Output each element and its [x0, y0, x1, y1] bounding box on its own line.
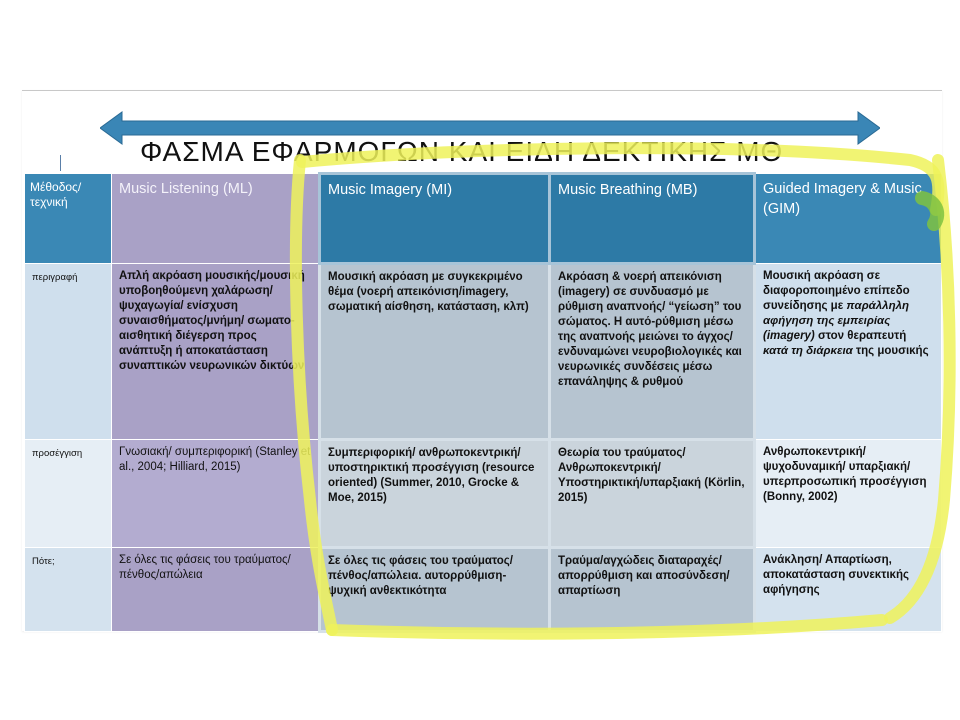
- column-header-gim: Guided Imagery & Music (GIM): [755, 174, 942, 264]
- column-header-mi: Music Imagery (MI): [320, 174, 550, 264]
- cell-mb-approach: Θεωρία του τραύματος/ Ανθρωποκεντρική/ Υποστηρικτική/υπαρξιακή (Körlin, 2015): [550, 440, 755, 548]
- cell-gim-description: [755, 264, 942, 440]
- cell-ml-description: Απλή ακρόαση μουσικής/μουσική υποβοηθούμενη χαλάρωση/ψυχαγωγία/ ενίσχυση συναισθήματος/μνήμη/ σωματο-αισθητική διέγερση προς ανάπτυξη ή αποκατάσταση συναπτικών νευρωνικών δικτύων: [112, 264, 320, 440]
- cell-ml-approach: Γνωσιακή/ συμπεριφορική (Stanley et al., 2004; Hilliard, 2015): [112, 440, 320, 548]
- corner-label: Μέθοδος/ τεχνική: [25, 174, 112, 264]
- text-cursor-mark: [60, 155, 61, 171]
- methods-table: [24, 172, 942, 633]
- table-row-when: [25, 548, 942, 632]
- slide-title: ΦΑΣΜΑ ΕΦΑΡΜΟΓΩΝ ΚΑΙ ΕΙΔΗ ΔΕΚΤΙΚΗΣ ΜΘ: [140, 136, 784, 167]
- header-row: [25, 174, 942, 264]
- gim-desc-part-5: της μουσικής: [852, 345, 929, 357]
- cell-mi-description: Μουσική ακρόαση με συγκεκριμένο θέμα (νοερή απεικόνιση/imagery, σωματική αίσθηση, κατάσταση, κλπ): [320, 264, 550, 440]
- row-label-description: περιγραφή: [25, 264, 112, 440]
- table-row-approach: [25, 440, 942, 548]
- gim-desc-part-2: παράλληλη αφήγηση της εμπειρίας (imagery): [763, 300, 910, 342]
- column-header-ml: Music Listening (ML): [112, 174, 320, 264]
- gim-desc-part-4: κατά τη διάρκεια: [763, 345, 853, 357]
- gim-desc-part-1: Μουσική ακρόαση σε διαφοροποιημένο επίπεδο συνείδησης με: [763, 270, 910, 312]
- cell-mb-when: Τραύμα/αγχώδεις διαταραχές/απορρύθμιση και αποσύνδεση/απαρτίωση: [550, 548, 755, 632]
- column-header-mb: Music Breathing (MB): [550, 174, 755, 264]
- gim-desc-part-3: στον θεραπευτή: [814, 330, 907, 342]
- table-row-description: [25, 264, 942, 440]
- cell-ml-when: Σε όλες τις φάσεις του τραύματος/πένθος/απώλεια: [112, 548, 320, 632]
- cell-gim-when: Ανάκληση/ Απαρτίωση, αποκατάσταση συνεκτικής αφήγησης: [755, 548, 942, 632]
- cell-mi-when: Σε όλες τις φάσεις του τραύματος/πένθος/απώλεια. αυτορρύθμιση-ψυχική ανθεκτικότητα: [320, 548, 550, 632]
- cell-mi-approach: Συμπεριφορική/ ανθρωποκεντρική/ υποστηρικτική προσέγγιση (resource oriented) (Summer, 2010, Grocke & Moe, 2015): [320, 440, 550, 548]
- cell-gim-approach: Ανθρωποκεντρική/ ψυχοδυναμική/ υπαρξιακή/ υπερπροσωπική προσέγγιση (Bonny, 2002): [755, 440, 942, 548]
- cell-mb-description: Ακρόαση & νοερή απεικόνιση (imagery) σε συνδυασμό με ρύθμιση αναπνοής/ “γείωση” του σώματος. Η αυτό-ρύθμιση μέσω της αναπνοής μειώνει το άγχος/ ενδυναμώνει νευροβιολογικές και νευρωνικές συνδέσεις μέσω επανάληψης & ρυθμού: [550, 264, 755, 440]
- row-label-approach: προσέγγιση: [25, 440, 112, 548]
- row-label-when: Πότε;: [25, 548, 112, 632]
